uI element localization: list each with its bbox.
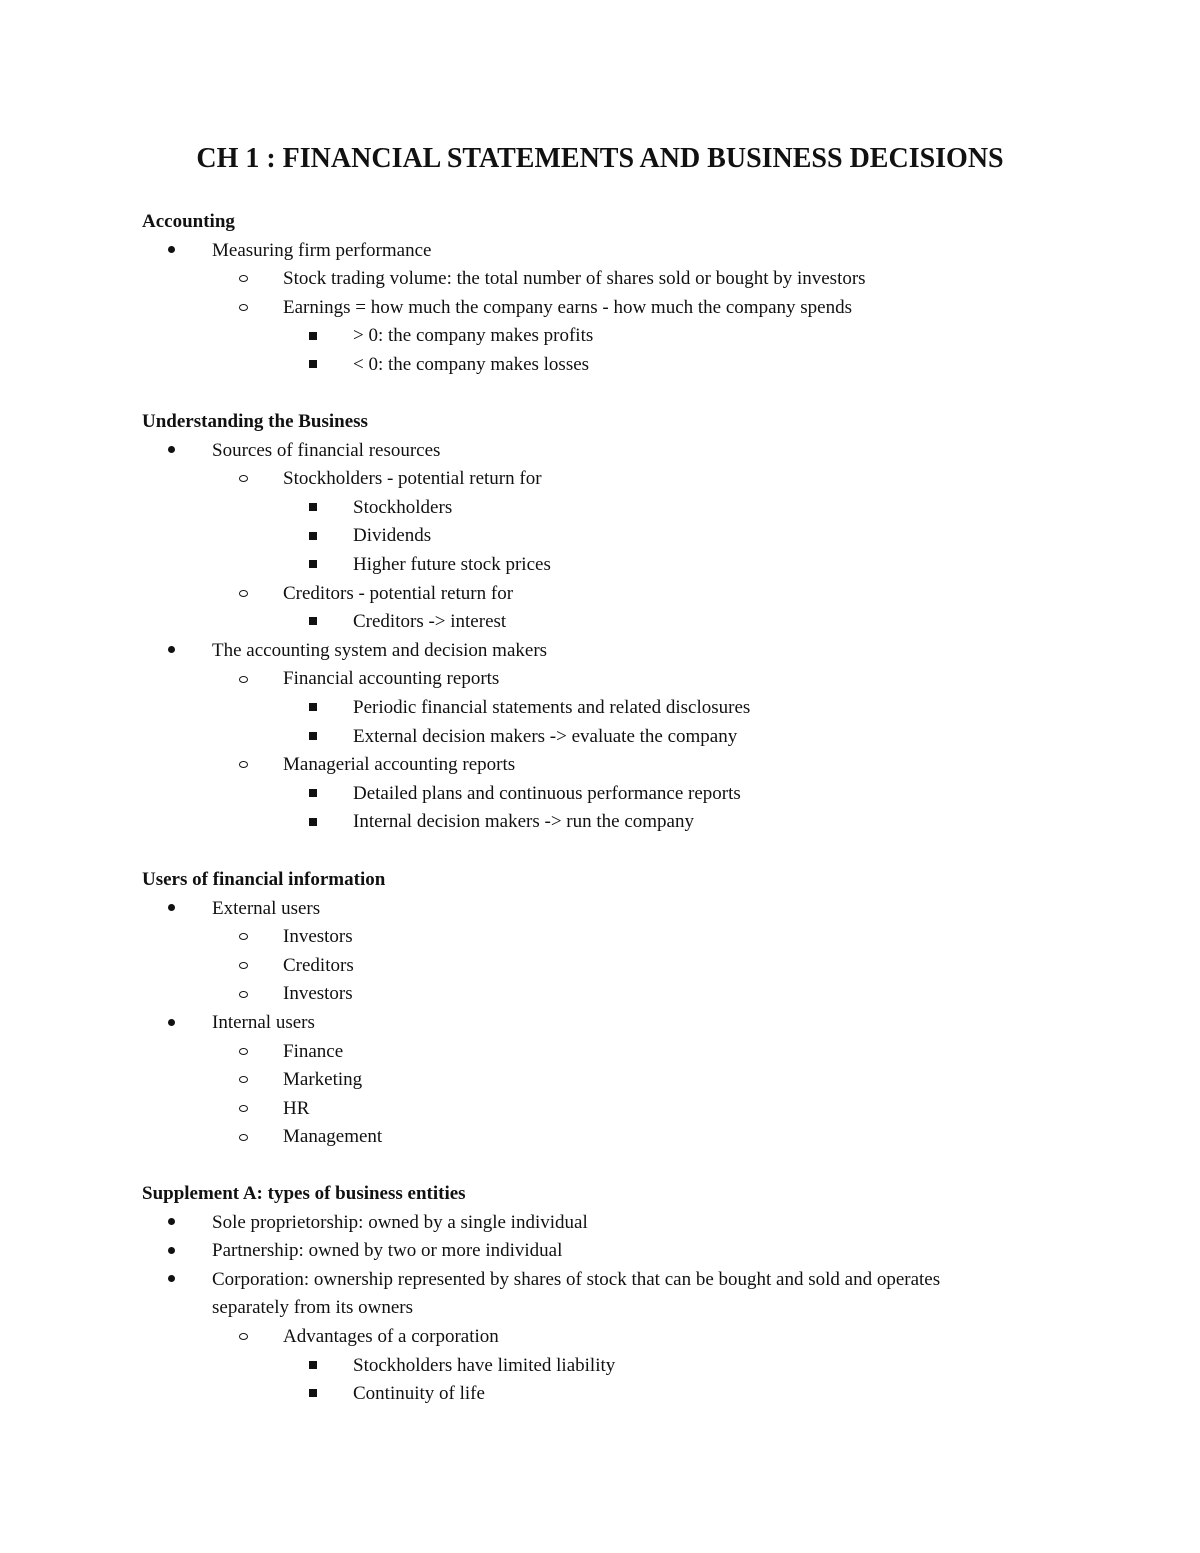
list-item-level-3: Higher future stock prices	[353, 554, 551, 575]
list-item-continuation: separately from its owners	[212, 1297, 414, 1319]
list-item-level-2: Stock trading volume: the total number of shares sold or bought by investors	[283, 268, 866, 290]
list-item-level-1: The accounting system and decision makers	[212, 639, 548, 661]
list-item-level-2: Earnings = how much the company earns - how much the company spends	[283, 296, 852, 318]
list-item-level-2: Stockholders - potential return for	[283, 468, 542, 490]
bullet-square-icon	[301, 694, 325, 722]
list-item-level-2: Advantages of a corporation	[283, 1326, 499, 1347]
bullet-circle-icon	[231, 980, 255, 1008]
bullet-circle-icon	[231, 1066, 255, 1094]
list-item-level-3: Periodic financial statements and related disclosures	[353, 697, 751, 718]
bullet-square-icon	[301, 551, 325, 579]
list-item-level-3: Internal decision makers -> run the company	[353, 811, 694, 833]
bullet-disc-icon	[159, 1209, 183, 1237]
bullet-square-icon	[301, 1380, 325, 1408]
bullet-circle-icon	[231, 751, 255, 779]
list-item-level-3: Stockholders have limited liability	[353, 1354, 616, 1376]
bullet-disc-icon	[159, 637, 183, 665]
list-item-level-1: Internal users	[212, 1012, 315, 1033]
page-title: CH 1 : FINANCIAL STATEMENTS AND BUSINESS DECISIONS	[196, 143, 1004, 174]
bullet-square-icon	[301, 522, 325, 550]
list-item-level-1: Corporation: ownership represented by shares of stock that can be bought and sold and operates	[212, 1268, 941, 1290]
bullet-circle-icon	[231, 1123, 255, 1151]
list-item-level-1: Sources of financial resources	[212, 439, 441, 461]
bullet-circle-icon	[231, 1095, 255, 1123]
list-item-level-3: > 0: the company makes profits	[353, 325, 594, 347]
list-item-level-2: Finance	[283, 1040, 344, 1062]
section-heading: Users of financial information	[142, 869, 386, 890]
bullet-circle-icon	[231, 1323, 255, 1351]
bullet-circle-icon	[231, 952, 255, 980]
bullet-disc-icon	[159, 437, 183, 465]
bullet-square-icon	[301, 608, 325, 636]
bullet-square-icon	[301, 1352, 325, 1380]
list-item-level-3: Dividends	[353, 525, 432, 547]
bullet-square-icon	[301, 808, 325, 836]
list-item-level-3: Detailed plans and continuous performance reports	[353, 782, 741, 804]
list-item-level-2: HR	[283, 1097, 310, 1119]
list-item-level-3: Continuity of life	[353, 1383, 485, 1405]
list-item-level-2: Investors	[283, 926, 353, 948]
list-item-level-3: External decision makers -> evaluate the company	[353, 725, 738, 747]
bullet-disc-icon	[159, 1237, 183, 1265]
list-item-level-2: Marketing	[283, 1069, 363, 1091]
section-heading: Supplement A: types of business entities	[142, 1183, 466, 1204]
list-item-level-3: Creditors -> interest	[353, 611, 507, 633]
section-heading: Accounting	[142, 211, 235, 232]
bullet-circle-icon	[231, 265, 255, 293]
list-item-level-2: Investors	[283, 983, 353, 1005]
list-item-level-2: Financial accounting reports	[283, 668, 500, 690]
bullet-disc-icon	[159, 1266, 183, 1294]
section-heading: Understanding the Business	[142, 411, 368, 432]
list-item-level-3: Stockholders	[353, 496, 453, 518]
list-item-level-2: Creditors - potential return for	[283, 582, 514, 604]
bullet-disc-icon	[159, 1009, 183, 1037]
list-item-level-2: Creditors	[283, 954, 354, 976]
list-item-level-1: Partnership: owned by two or more individual	[212, 1240, 563, 1262]
list-item-level-1: External users	[212, 897, 321, 919]
bullet-circle-icon	[231, 665, 255, 693]
bullet-disc-icon	[159, 895, 183, 923]
bullet-circle-icon	[231, 580, 255, 608]
list-item-level-2: Management	[283, 1126, 383, 1148]
bullet-circle-icon	[231, 923, 255, 951]
bullet-square-icon	[301, 494, 325, 522]
bullet-square-icon	[301, 322, 325, 350]
list-item-level-3: < 0: the company makes losses	[353, 354, 590, 375]
bullet-square-icon	[301, 723, 325, 751]
bullet-circle-icon	[231, 294, 255, 322]
list-item-level-1: Measuring firm performance	[212, 239, 432, 261]
list-item-level-1: Sole proprietorship: owned by a single individual	[212, 1211, 588, 1233]
bullet-square-icon	[301, 780, 325, 808]
bullet-circle-icon	[231, 1038, 255, 1066]
list-item-level-2: Managerial accounting reports	[283, 754, 516, 776]
bullet-square-icon	[301, 351, 325, 379]
bullet-circle-icon	[231, 465, 255, 493]
bullet-disc-icon	[159, 237, 183, 265]
